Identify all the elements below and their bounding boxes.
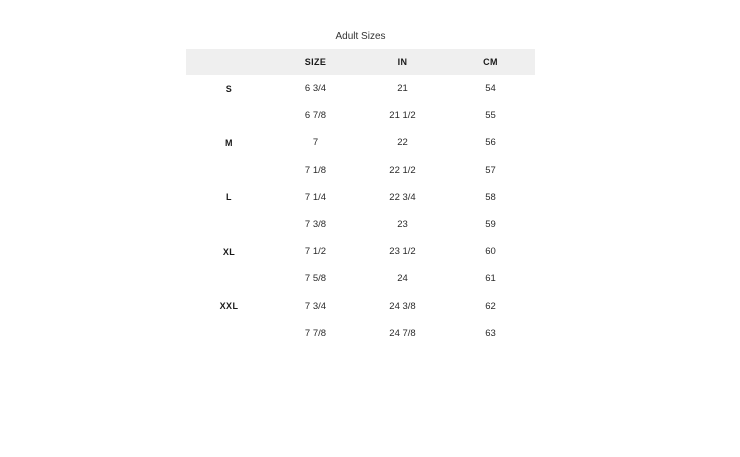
table-row [186,265,535,292]
table-row [186,320,535,347]
inches-value: 22 1/2 [389,164,416,176]
inches-value: 24 3/8 [389,300,416,312]
table-header-row [186,49,535,75]
inches-value: 21 1/2 [389,110,416,122]
size-value: 7 1/2 [304,246,327,258]
table-row [186,102,535,129]
size-label: L [226,192,232,203]
cm-value: 59 [485,219,496,231]
size-label [186,211,272,238]
size-label [186,157,272,184]
header-label [186,49,272,75]
cm-value: 60 [485,246,496,258]
cm-value: 61 [485,273,496,285]
size-label: XL [222,246,236,257]
size-value: 7 1/4 [304,191,327,203]
table-row [186,157,535,184]
cm-value: 63 [485,327,496,339]
size-label [186,265,272,292]
size-value: 7 5/8 [304,273,327,285]
cm-value: 58 [485,191,496,203]
size-value: 6 3/4 [304,83,327,95]
table-row [186,184,535,211]
cm-value: 57 [485,164,496,176]
header-size: SIZE [272,49,359,75]
size-label [186,320,272,347]
cm-value: 62 [485,300,496,312]
header-in: IN [359,49,446,75]
inches-value: 21 [397,83,408,95]
cm-value: 55 [485,110,496,122]
size-label: M [225,137,233,148]
size-label: XXL [219,301,239,312]
size-value: 7 7/8 [304,327,327,339]
size-label: S [225,83,233,94]
table-caption: Adult Sizes [335,31,386,42]
size-chart-table [186,49,535,347]
size-value: 6 7/8 [304,110,327,122]
inches-value: 23 [397,219,408,231]
inches-value: 22 [397,137,408,149]
cm-value: 56 [485,137,496,149]
size-value: 7 3/4 [304,300,327,312]
inches-value: 22 3/4 [389,191,416,203]
size-value: 7 3/8 [304,219,327,231]
table-row [186,129,535,156]
inches-value: 24 7/8 [389,327,416,339]
size-value: 7 1/8 [304,164,327,176]
table-row [186,293,535,320]
inches-value: 24 [397,273,408,285]
size-value: 7 [312,137,319,149]
header-cm: CM [446,49,535,75]
cm-value: 54 [485,83,496,95]
table-row [186,211,535,238]
table-row [186,75,535,102]
table-row [186,238,535,265]
size-label [186,102,272,129]
inches-value: 23 1/2 [389,246,416,258]
